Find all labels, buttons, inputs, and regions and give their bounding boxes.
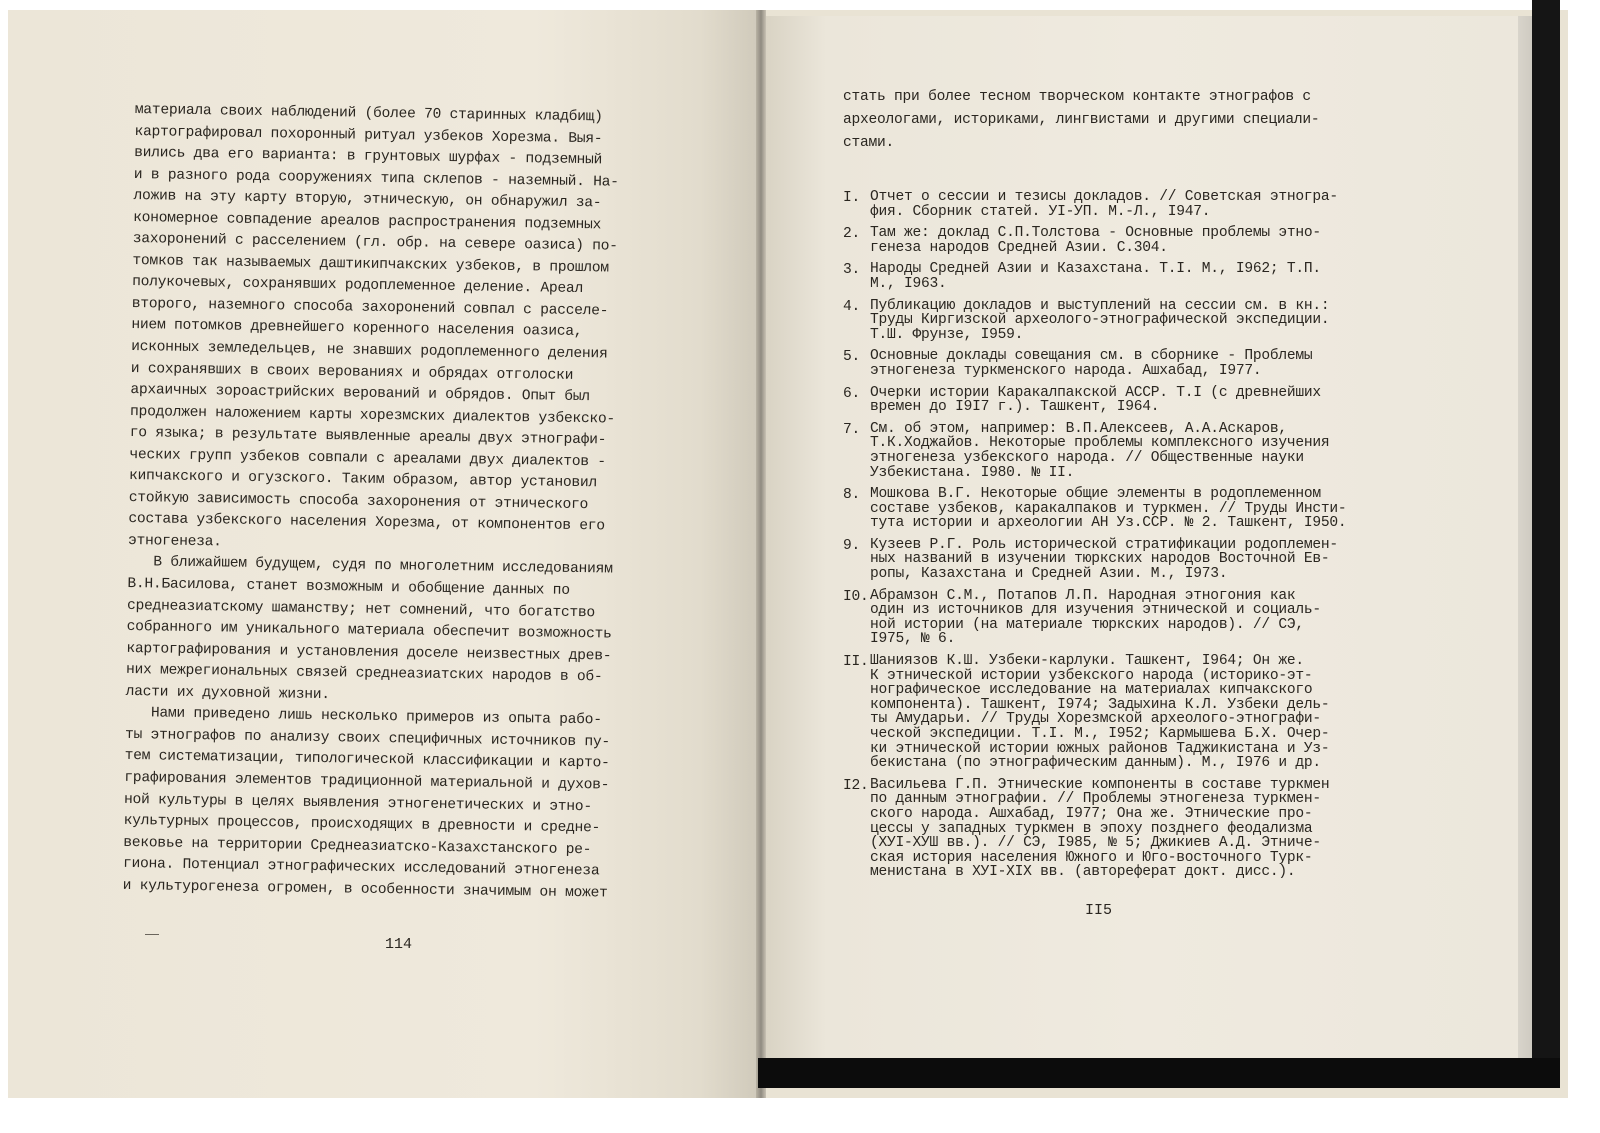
- reference-number: 8.: [843, 487, 861, 504]
- reference-number: 6.: [843, 385, 861, 402]
- page-number-right: II5: [1085, 902, 1113, 919]
- reference-line: этногенеза узбекского народа. // Общественные науки: [870, 449, 1304, 466]
- reference-number: I0.: [843, 588, 869, 605]
- reference-line: ки этнической истории южных районов Таджикистана и Уз-: [870, 740, 1330, 757]
- text-line: и культурогенеза огромен, в особенности значимым он может: [122, 877, 608, 902]
- reference-line: фия. Сборник статей. УI-УП. М.-Л., I947.: [870, 203, 1211, 220]
- text-line: них межрегиональных связей среднеазиатских народов в об-: [125, 662, 603, 686]
- text-line: картографировал похоронный ритуал узбеков Хорезма. Выя-: [134, 123, 603, 147]
- reference-line: составе узбеков, каракалпаков и туркмен. // Труды Инсти-: [870, 500, 1347, 517]
- reference-number: II.: [843, 654, 869, 671]
- text-line: материала своих наблюдений (более 70 старинных кладбищ): [134, 101, 603, 126]
- text-line: этногенеза.: [127, 532, 222, 551]
- text-line: стами.: [843, 135, 895, 151]
- reference-line: М., I963.: [870, 275, 947, 292]
- text-line: ложив на эту карту вторую, этническую, он обнаружил за-: [133, 188, 602, 212]
- reference-line: генеза народов Средней Азии. С.304.: [870, 239, 1168, 256]
- reference-line: Узбекистана. I980. № II.: [870, 464, 1075, 481]
- reference-line: К этнической истории узбекского народа (историко-эт-: [870, 667, 1313, 684]
- reference-line: тута истории и археологии АН Уз.ССР. № 2. Ташкент, I950.: [870, 515, 1347, 532]
- reference-item: [843, 778, 1403, 880]
- reference-line: Т.К.Ходжайов. Некоторые проблемы комплексного изучения: [870, 435, 1330, 452]
- reference-line: цессы у западных туркмен в эпоху позднего феодализма: [870, 820, 1313, 837]
- reference-line: Абрамзон С.М., Потапов Л.П. Народная этногония как: [870, 587, 1296, 604]
- reference-number: 7.: [843, 421, 861, 438]
- text-line: собранного им уникального материала обеспечит возможность: [126, 619, 612, 643]
- reference-item: [843, 422, 1403, 480]
- reference-line: ных названий в изучении тюркских народов Восточной Ев-: [870, 551, 1330, 568]
- reference-line: один из источников для изучения этнической и социаль-: [870, 602, 1321, 619]
- text-line: ты этнографов по анализу своих специфичных источников пу-: [124, 726, 611, 751]
- text-line: захоронений с расселением (гл. обр. на севере оазиса) по-: [132, 231, 618, 255]
- reference-line: ной истории (на материале тюркских народов). // СЭ,: [870, 616, 1304, 633]
- text-line: ческих групп узбеков совпали с ареалами двух диалектов -: [129, 446, 606, 471]
- left-page-body: [122, 100, 664, 905]
- text-line: го языка; в результате выявленные ареалы двух этнографи-: [129, 425, 607, 449]
- text-line: археологами, историками, лингвистами и другими специали-: [843, 112, 1320, 128]
- text-line: томков так называемых даштикипчакских узбеков, в прошлом: [132, 252, 609, 277]
- right-page-intro: [843, 86, 1383, 155]
- text-line: и сохранявших в своих верованиях и обрядах отголоски: [130, 360, 574, 384]
- page-mark: [145, 934, 159, 935]
- reference-line: ты Амударьи. // Труды Хорезмской археолого-этнографи-: [870, 711, 1321, 728]
- reference-line: Народы Средней Азии и Казахстана. Т.I. М., I962; Т.П.: [870, 261, 1321, 278]
- text-line: вились два его варианта: в грунтовых шурфах - подземный: [134, 145, 603, 169]
- reference-item: [843, 226, 1403, 255]
- text-line: кипчакского и огузского. Таким образом, автор установил: [128, 468, 598, 492]
- reference-line: времен до I9I7 г.). Ташкент, I964.: [870, 399, 1160, 416]
- reference-number: I2.: [843, 777, 869, 794]
- reference-number: I.: [843, 190, 861, 206]
- reference-line: Очерки истории Каракалпакской АССР. Т.I (с древнейших: [870, 384, 1321, 401]
- reference-line: Васильева Г.П. Этнические компоненты в составе туркмен: [870, 776, 1330, 793]
- text-line: и в разного рода сооружениях типа склепов - наземный. На-: [133, 166, 619, 191]
- text-line: полукочевых, сохранявших родоплеменное деление. Ареал: [132, 274, 584, 298]
- reference-line: Шаниязов К.Ш. Узбеки-карлуки. Ташкент, I964; Он же.: [870, 653, 1304, 670]
- reference-number: 2.: [843, 226, 861, 243]
- reference-number: 9.: [843, 537, 861, 554]
- reference-item: [843, 299, 1403, 343]
- text-line: тем систематизации, типологической классификации и карто-: [124, 748, 610, 772]
- text-line: состава узбекского населения Хорезма, от компонентов его: [128, 511, 605, 535]
- text-line: продолжен наложением карты хорезмских диалектов узбекско-: [129, 403, 616, 428]
- text-line: стойкую зависимость способа захоронения от этнического: [128, 489, 589, 514]
- reference-item: [843, 654, 1403, 771]
- book-gutter: [756, 10, 766, 1098]
- reference-line: нографическое исследование на материалах кипчакского: [870, 682, 1313, 699]
- reference-line: Основные доклады совещания см. в сборнике - Проблемы: [870, 348, 1313, 365]
- references-list: [843, 190, 1403, 887]
- reference-line: Там же: доклад С.П.Толстова - Основные проблемы этно-: [870, 225, 1321, 242]
- reference-item: [843, 386, 1403, 415]
- reference-line: ского народа. Ашхабад, I977; Она же. Этнические про-: [870, 805, 1313, 822]
- reference-line: I975, № 6.: [870, 631, 956, 648]
- reference-line: менистана в ХУI-XIX вв. (автореферат докт. дисс.).: [870, 864, 1296, 881]
- page-number-left: 114: [385, 936, 413, 953]
- reference-line: Отчет о сессии и тезисы докладов. // Советская этногра-: [870, 189, 1338, 205]
- reference-item: [843, 349, 1403, 378]
- text-line: Нами приведено лишь несколько примеров из опыта рабо-: [125, 705, 602, 729]
- reference-number: 3.: [843, 262, 861, 279]
- reference-line: ческой экспедиции. Т.I. М., I952; Кармышева Б.Х. Очер-: [870, 726, 1330, 742]
- text-line: архаичных зороастрийских верований и обрядов. Опыт был: [130, 382, 590, 406]
- reference-item: [843, 190, 1403, 219]
- text-line: В ближайшем будущем, судя по многолетним исследованиям: [127, 554, 613, 579]
- text-line: культурных процессов, происходящих в древности и средне-: [123, 812, 601, 837]
- text-line: ной культуры в целях выявления этногенетических и этно-: [123, 791, 593, 815]
- reference-number: 5.: [843, 349, 861, 366]
- text-line: исконных земледельцев, не знавших родоплеменного деления: [130, 338, 608, 363]
- text-line: стать при более тесном творческом контакте этнографов с: [843, 89, 1311, 105]
- reference-line: См. об этом, например: В.П.Алексеев, А.А.Аскаров,: [870, 420, 1287, 437]
- text-line: второго, наземного способа захоронений совпал с расселе-: [131, 295, 609, 320]
- scan-border-bottom: [758, 1058, 1560, 1088]
- reference-line: (ХУI-ХУШ вв.). // СЭ, I985, № 5; Джикиев А.Д. Этниче-: [870, 835, 1321, 852]
- reference-line: ская история населения Южного и Юго-восточного Турк-: [870, 849, 1313, 866]
- reference-line: Кузеев Р.Г. Роль исторической стратификации родоплемен-: [870, 536, 1338, 553]
- reference-item: [843, 538, 1403, 582]
- text-line: среднеазиатскому шаманству; нет сомнений, что богатство: [126, 597, 596, 621]
- text-line: ласти их духовной жизни.: [125, 683, 330, 703]
- text-line: графирования элементов традиционной материальной и духов-: [124, 769, 610, 794]
- reference-item: [843, 262, 1403, 291]
- reference-item: [843, 487, 1403, 531]
- reference-line: Труды Киргизской археолого-этнографической экспедиции.: [870, 312, 1330, 329]
- reference-line: компонента). Ташкент, I974; Задыхина К.Л. Узбеки дель-: [870, 696, 1330, 713]
- text-line: нием потомков древнейшего коренного населения оазиса,: [131, 317, 583, 341]
- reference-line: этногенеза туркменского народа. Ашхабад, I977.: [870, 362, 1262, 379]
- reference-line: Публикацию докладов и выступлений на сессии см. в кн.:: [870, 297, 1330, 314]
- reference-line: ропы, Казахстана и Средней Азии. М., I973.: [870, 566, 1228, 583]
- text-line: кономерное совпадение ареалов распространения подземных: [133, 209, 602, 234]
- text-line: вековье на территории Среднеазиатско-Казахстанского ре-: [123, 834, 592, 858]
- text-line: гиона. Потенциал этнографических исследований этногенеза: [122, 856, 600, 880]
- text-line: В.Н.Басилова, станет возможным и обобщение данных по: [127, 575, 570, 599]
- reference-line: бекистана (по этнографическим данным). М., I976 и др.: [870, 755, 1321, 772]
- scan-border-right: [1532, 0, 1560, 1058]
- reference-line: по данным этнографии. // Проблемы этногенеза туркмен-: [870, 791, 1321, 808]
- reference-item: [843, 589, 1403, 647]
- reference-line: Т.Ш. Фрунзе, I959.: [870, 326, 1024, 343]
- reference-number: 4.: [843, 298, 861, 315]
- reference-line: Мошкова В.Г. Некоторые общие элементы в родоплеменном: [870, 486, 1321, 503]
- text-line: картографирования и установления доселе неизвестных древ-: [126, 640, 612, 665]
